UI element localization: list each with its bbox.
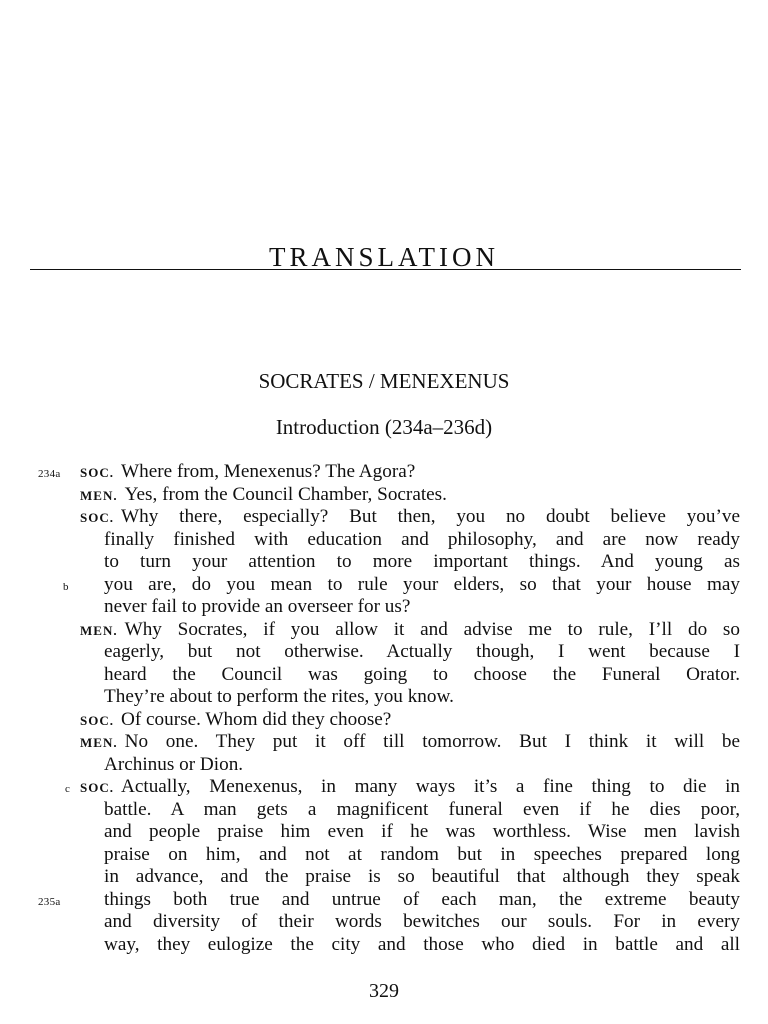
line-text <box>104 866 740 889</box>
line-text <box>104 799 740 822</box>
line-text <box>80 461 740 485</box>
line-words: and diversity of their words bewitches our souls. For in every <box>104 911 740 932</box>
line-words: heard the Council was going to choose the Funeral Orator. <box>104 663 740 685</box>
text-line <box>0 911 768 934</box>
speaker-label: MEN. <box>80 735 118 750</box>
line-words: finally finished with education and philosophy, and are now ready <box>104 528 740 550</box>
line-text <box>104 596 740 619</box>
line-text <box>104 686 740 709</box>
page-heading: TRANSLATION <box>269 242 499 272</box>
line-text <box>104 934 740 957</box>
text-line <box>0 866 768 889</box>
text-line <box>0 754 768 777</box>
line-words: in advance, and the praise is so beautiful that although they speak <box>104 866 740 887</box>
line-text <box>104 641 740 664</box>
text-line <box>0 844 768 867</box>
text-line <box>0 799 768 822</box>
line-text <box>104 911 740 934</box>
line-words: Why Socrates, if you allow it and advise me to rule, I’ll do so <box>124 618 740 640</box>
line-words: things both true and untrue of each man, the extreme beauty <box>104 888 740 910</box>
line-text <box>80 619 740 643</box>
page-number: 329 <box>369 980 399 1002</box>
line-text <box>104 889 740 912</box>
line-words: to turn your attention to more important things. And young as <box>104 551 740 572</box>
line-words: Actually, Menexenus, in many ways it’s a fine thing to die in <box>120 776 740 797</box>
stephanus-marker: b <box>63 580 69 593</box>
text-line <box>0 506 768 529</box>
line-words: Yes, from the Council Chamber, Socrates. <box>124 483 447 505</box>
line-words: Why there, especially? But then, you no doubt believe you’ve <box>120 506 740 527</box>
line-words: Archinus or Dion. <box>104 753 244 775</box>
speaker-label: SOC. <box>80 712 114 728</box>
text-line <box>0 641 768 664</box>
line-text <box>104 551 740 574</box>
text-line <box>0 484 768 507</box>
line-text <box>104 844 740 867</box>
stephanus-marker: c <box>65 783 71 795</box>
text-line <box>0 529 768 552</box>
line-words: battle. A man gets a magnificent funeral even if he dies poor, <box>104 798 740 820</box>
text-line <box>0 574 768 597</box>
line-text <box>104 574 740 597</box>
line-text <box>80 731 740 755</box>
dialogue-text <box>0 461 768 956</box>
line-text <box>80 776 740 800</box>
line-words: praise on him, and not at random but in speeches prepared long <box>104 843 740 865</box>
speaker-label: SOC. <box>80 510 114 525</box>
speaker-label: SOC. <box>80 780 114 795</box>
text-line <box>0 551 768 574</box>
line-text <box>104 529 740 552</box>
text-line <box>0 461 768 484</box>
line-words: No one. They put it off till tomorrow. But I think it will be <box>124 731 740 752</box>
line-text <box>104 664 740 687</box>
line-words: eagerly, but not otherwise. Actually though, I went because I <box>104 641 740 662</box>
text-line <box>0 821 768 844</box>
line-words: Where from, Menexenus? The Agora? <box>120 461 416 482</box>
speaker-label: SOC. <box>80 465 114 480</box>
text-line <box>0 934 768 957</box>
line-text <box>80 484 740 508</box>
text-line <box>0 619 768 642</box>
line-words: never fail to provide an overseer for us? <box>104 596 411 617</box>
text-line <box>0 664 768 687</box>
text-line <box>0 889 768 912</box>
line-words: and people praise him even if he was worthless. Wise men lavish <box>104 821 740 842</box>
text-line <box>0 731 768 754</box>
text-line <box>0 709 768 732</box>
stephanus-marker: 234a <box>38 468 61 480</box>
text-line <box>0 596 768 619</box>
line-words: They’re about to perform the rites, you know. <box>104 686 454 707</box>
line-text <box>80 506 740 530</box>
speaker-label: MEN. <box>80 622 118 638</box>
line-text <box>104 754 740 777</box>
line-text <box>80 709 740 733</box>
text-line <box>0 776 768 799</box>
text-line <box>0 686 768 709</box>
heading-rule <box>30 269 741 270</box>
section-title: Introduction (234a–236d) <box>275 415 493 439</box>
line-words: you are, do you mean to rule your elders, so that your house may <box>104 573 740 595</box>
line-text <box>104 821 740 844</box>
speaker-label: MEN. <box>80 487 118 503</box>
dialogue-speakers: SOCRATES / MENEXENUS <box>258 369 510 393</box>
line-words: way, they eulogize the city and those who died in battle and all <box>104 933 740 955</box>
line-words: Of course. Whom did they choose? <box>120 708 392 730</box>
stephanus-marker: 235a <box>38 895 61 908</box>
